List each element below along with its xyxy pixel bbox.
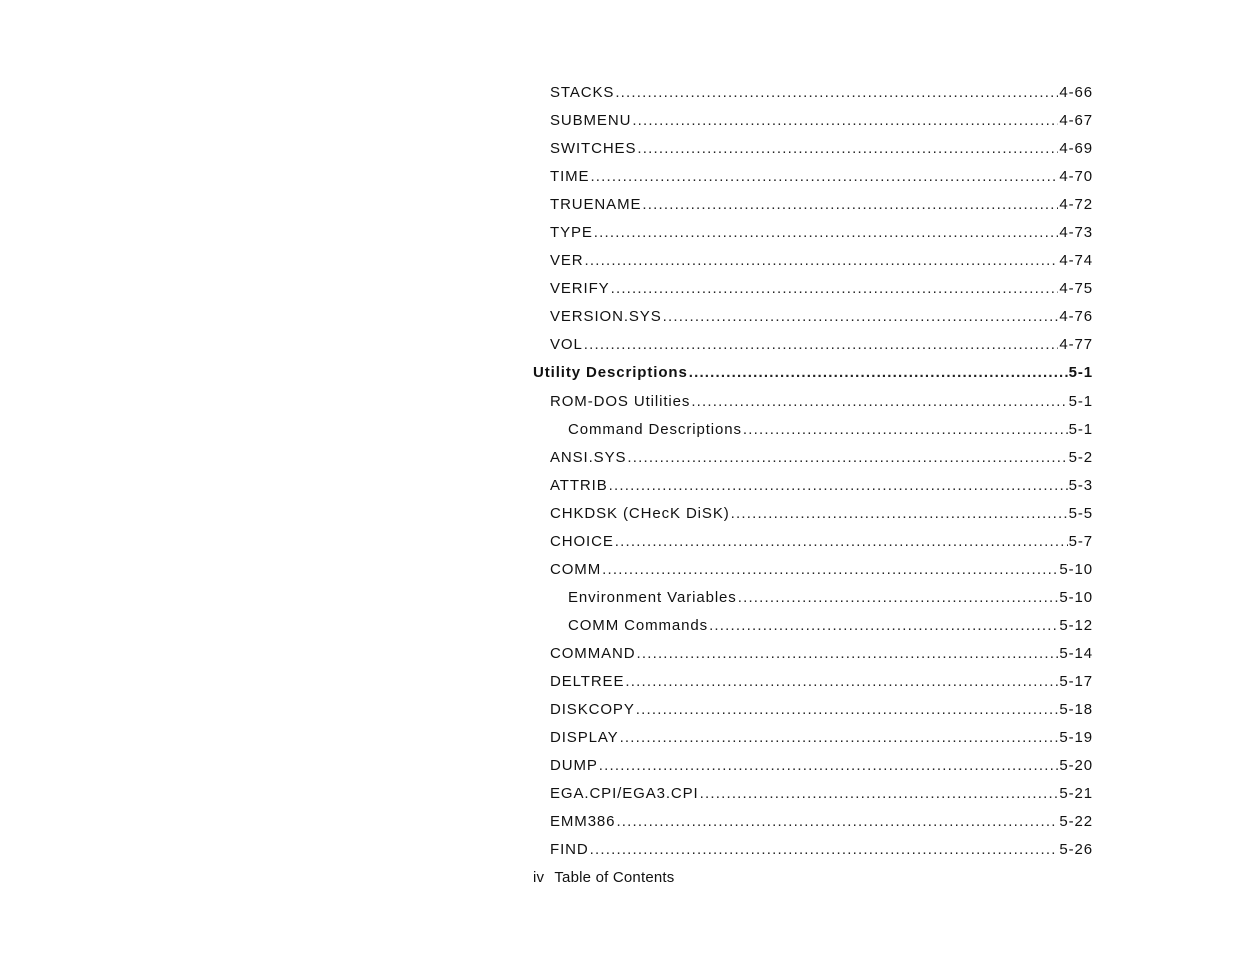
dot-leader bbox=[615, 528, 1068, 556]
toc-entry[interactable] bbox=[533, 416, 1093, 444]
toc-entry-page-number: 4-76 bbox=[1059, 308, 1093, 326]
toc-entry-page-number: 5-3 bbox=[1068, 476, 1093, 494]
toc-entry-page-number: 4-72 bbox=[1059, 196, 1093, 214]
toc-entry[interactable] bbox=[533, 107, 1093, 135]
dot-leader bbox=[642, 191, 1058, 219]
dot-leader bbox=[590, 836, 1059, 864]
toc-entry[interactable] bbox=[533, 640, 1093, 668]
toc-entry[interactable] bbox=[533, 303, 1093, 331]
toc-entry-page-number: 5-26 bbox=[1059, 841, 1093, 859]
toc-entry[interactable] bbox=[533, 191, 1093, 219]
toc-entry-page-number: 4-73 bbox=[1059, 224, 1093, 242]
dot-leader bbox=[709, 612, 1058, 640]
toc-entry-title: COMMAND bbox=[550, 644, 636, 662]
toc-entry-page-number: 5-19 bbox=[1059, 729, 1093, 747]
toc-entry[interactable] bbox=[533, 500, 1093, 528]
toc-entry-title: VOL bbox=[550, 336, 583, 354]
toc-entry-title: STACKS bbox=[550, 84, 615, 101]
dot-leader bbox=[691, 388, 1067, 416]
dot-leader bbox=[636, 696, 1059, 724]
dot-leader bbox=[584, 331, 1059, 359]
toc-entry-page-number: 4-70 bbox=[1059, 168, 1093, 186]
toc-entry-page-number: 5-17 bbox=[1059, 672, 1093, 690]
dot-leader bbox=[611, 275, 1059, 303]
toc-entry-page-number: 5-1 bbox=[1068, 392, 1093, 410]
toc-entry-page-number: 4-69 bbox=[1059, 140, 1093, 158]
toc-entry[interactable] bbox=[533, 724, 1093, 752]
toc-entry-page-number: 5-10 bbox=[1059, 588, 1093, 606]
toc-entry-title: Command Descriptions bbox=[568, 420, 742, 438]
dot-leader bbox=[663, 303, 1059, 331]
toc-entry-page-number: 5-12 bbox=[1059, 616, 1093, 634]
dot-leader bbox=[620, 724, 1059, 752]
toc-entry-page-number: 4-67 bbox=[1059, 112, 1093, 130]
toc-entry-page-number: 5-10 bbox=[1059, 560, 1093, 578]
toc-entry[interactable] bbox=[533, 163, 1093, 191]
toc-entry-page-number: 5-18 bbox=[1059, 701, 1093, 719]
toc-entry-page-number: 4-77 bbox=[1059, 336, 1093, 354]
dot-leader bbox=[585, 247, 1059, 275]
dot-leader bbox=[590, 163, 1058, 191]
toc-entry[interactable] bbox=[533, 556, 1093, 584]
toc-entry[interactable] bbox=[533, 135, 1093, 163]
toc-entry[interactable] bbox=[533, 79, 1093, 107]
toc-entry-title: COMM bbox=[550, 560, 602, 578]
toc-entry-page-number: 4-75 bbox=[1059, 280, 1093, 298]
toc-entry-title: FIND bbox=[550, 841, 589, 859]
dot-leader bbox=[602, 556, 1058, 584]
page-footer bbox=[533, 869, 675, 886]
dot-leader bbox=[599, 752, 1059, 780]
toc-entry-page-number: 5-22 bbox=[1059, 813, 1093, 831]
dot-leader bbox=[627, 444, 1067, 472]
dot-leader bbox=[632, 107, 1058, 135]
toc-section-heading[interactable] bbox=[533, 359, 1093, 387]
toc-entry-page-number: 5-20 bbox=[1059, 757, 1093, 775]
toc-entry-title: TIME bbox=[550, 168, 590, 186]
toc-entry[interactable] bbox=[533, 331, 1093, 359]
toc-entry-title: CHKDSK (CHecK DiSK) bbox=[550, 504, 730, 522]
toc-entry[interactable] bbox=[533, 696, 1093, 724]
dot-leader bbox=[615, 79, 1058, 107]
toc-entry[interactable] bbox=[533, 752, 1093, 780]
toc-entry-title: COMM Commands bbox=[568, 616, 709, 634]
dot-leader bbox=[609, 472, 1068, 500]
toc-entry-page-number: 5-2 bbox=[1068, 448, 1093, 466]
toc-entry-page-number: 4-66 bbox=[1059, 84, 1093, 101]
dot-leader bbox=[743, 416, 1068, 444]
toc-entry-page-number: 5-5 bbox=[1068, 504, 1093, 522]
toc-entry[interactable] bbox=[533, 247, 1093, 275]
toc-entry-page-number: 5-21 bbox=[1059, 785, 1093, 803]
dot-leader bbox=[689, 359, 1068, 387]
toc-entry[interactable] bbox=[533, 780, 1093, 808]
dot-leader bbox=[616, 808, 1058, 836]
toc-entry-title: EMM386 bbox=[550, 813, 616, 831]
page-folio: iv bbox=[533, 869, 545, 886]
toc-entry-title: Environment Variables bbox=[568, 588, 737, 606]
toc-entry-title: VERIFY bbox=[550, 280, 610, 298]
toc-entry-page-number: 5-1 bbox=[1068, 364, 1093, 382]
toc-entry-page-number: 5-1 bbox=[1068, 420, 1093, 438]
toc-entry[interactable] bbox=[533, 472, 1093, 500]
toc-entry-title: SUBMENU bbox=[550, 112, 632, 130]
toc-entry[interactable] bbox=[533, 612, 1093, 640]
toc-entry[interactable] bbox=[533, 668, 1093, 696]
toc-entry-title: VERSION.SYS bbox=[550, 308, 662, 326]
toc-entry[interactable] bbox=[533, 444, 1093, 472]
toc-entry[interactable] bbox=[533, 808, 1093, 836]
toc-entry-title: ANSI.SYS bbox=[550, 448, 627, 466]
footer-label: Table of Contents bbox=[554, 869, 675, 886]
toc-entry-page-number: 5-7 bbox=[1068, 532, 1093, 550]
toc-entry[interactable] bbox=[533, 584, 1093, 612]
toc-entry-title: DUMP bbox=[550, 757, 598, 775]
toc-entry-title: DISKCOPY bbox=[550, 701, 635, 719]
dot-leader bbox=[637, 135, 1058, 163]
toc-entry[interactable] bbox=[533, 836, 1093, 864]
toc-entry[interactable] bbox=[533, 219, 1093, 247]
toc-entry[interactable] bbox=[533, 528, 1093, 556]
toc-entry-title: Utility Descriptions bbox=[533, 364, 688, 382]
toc-entry-title: VER bbox=[550, 252, 584, 270]
dot-leader bbox=[594, 219, 1059, 247]
dot-leader bbox=[731, 500, 1068, 528]
dot-leader bbox=[700, 780, 1059, 808]
toc-entry-title: ATTRIB bbox=[550, 476, 608, 494]
toc-entry-title: TYPE bbox=[550, 224, 593, 242]
toc-entry-title: SWITCHES bbox=[550, 140, 637, 158]
dot-leader bbox=[625, 668, 1058, 696]
toc-entry-title: TRUENAME bbox=[550, 196, 642, 214]
toc-entry-page-number: 5-14 bbox=[1059, 644, 1093, 662]
dot-leader bbox=[738, 584, 1059, 612]
toc-entry[interactable] bbox=[533, 275, 1093, 303]
toc-entry-title: DISPLAY bbox=[550, 729, 619, 747]
table-of-contents bbox=[533, 79, 1093, 864]
toc-entry-title: ROM-DOS Utilities bbox=[550, 392, 691, 410]
toc-entry-page-number: 4-74 bbox=[1059, 252, 1093, 270]
toc-entry-title: CHOICE bbox=[550, 532, 614, 550]
dot-leader bbox=[636, 640, 1058, 668]
toc-entry-title: DELTREE bbox=[550, 672, 625, 690]
toc-entry[interactable] bbox=[533, 388, 1093, 416]
toc-entry-title: EGA.CPI/EGA3.CPI bbox=[550, 785, 699, 803]
